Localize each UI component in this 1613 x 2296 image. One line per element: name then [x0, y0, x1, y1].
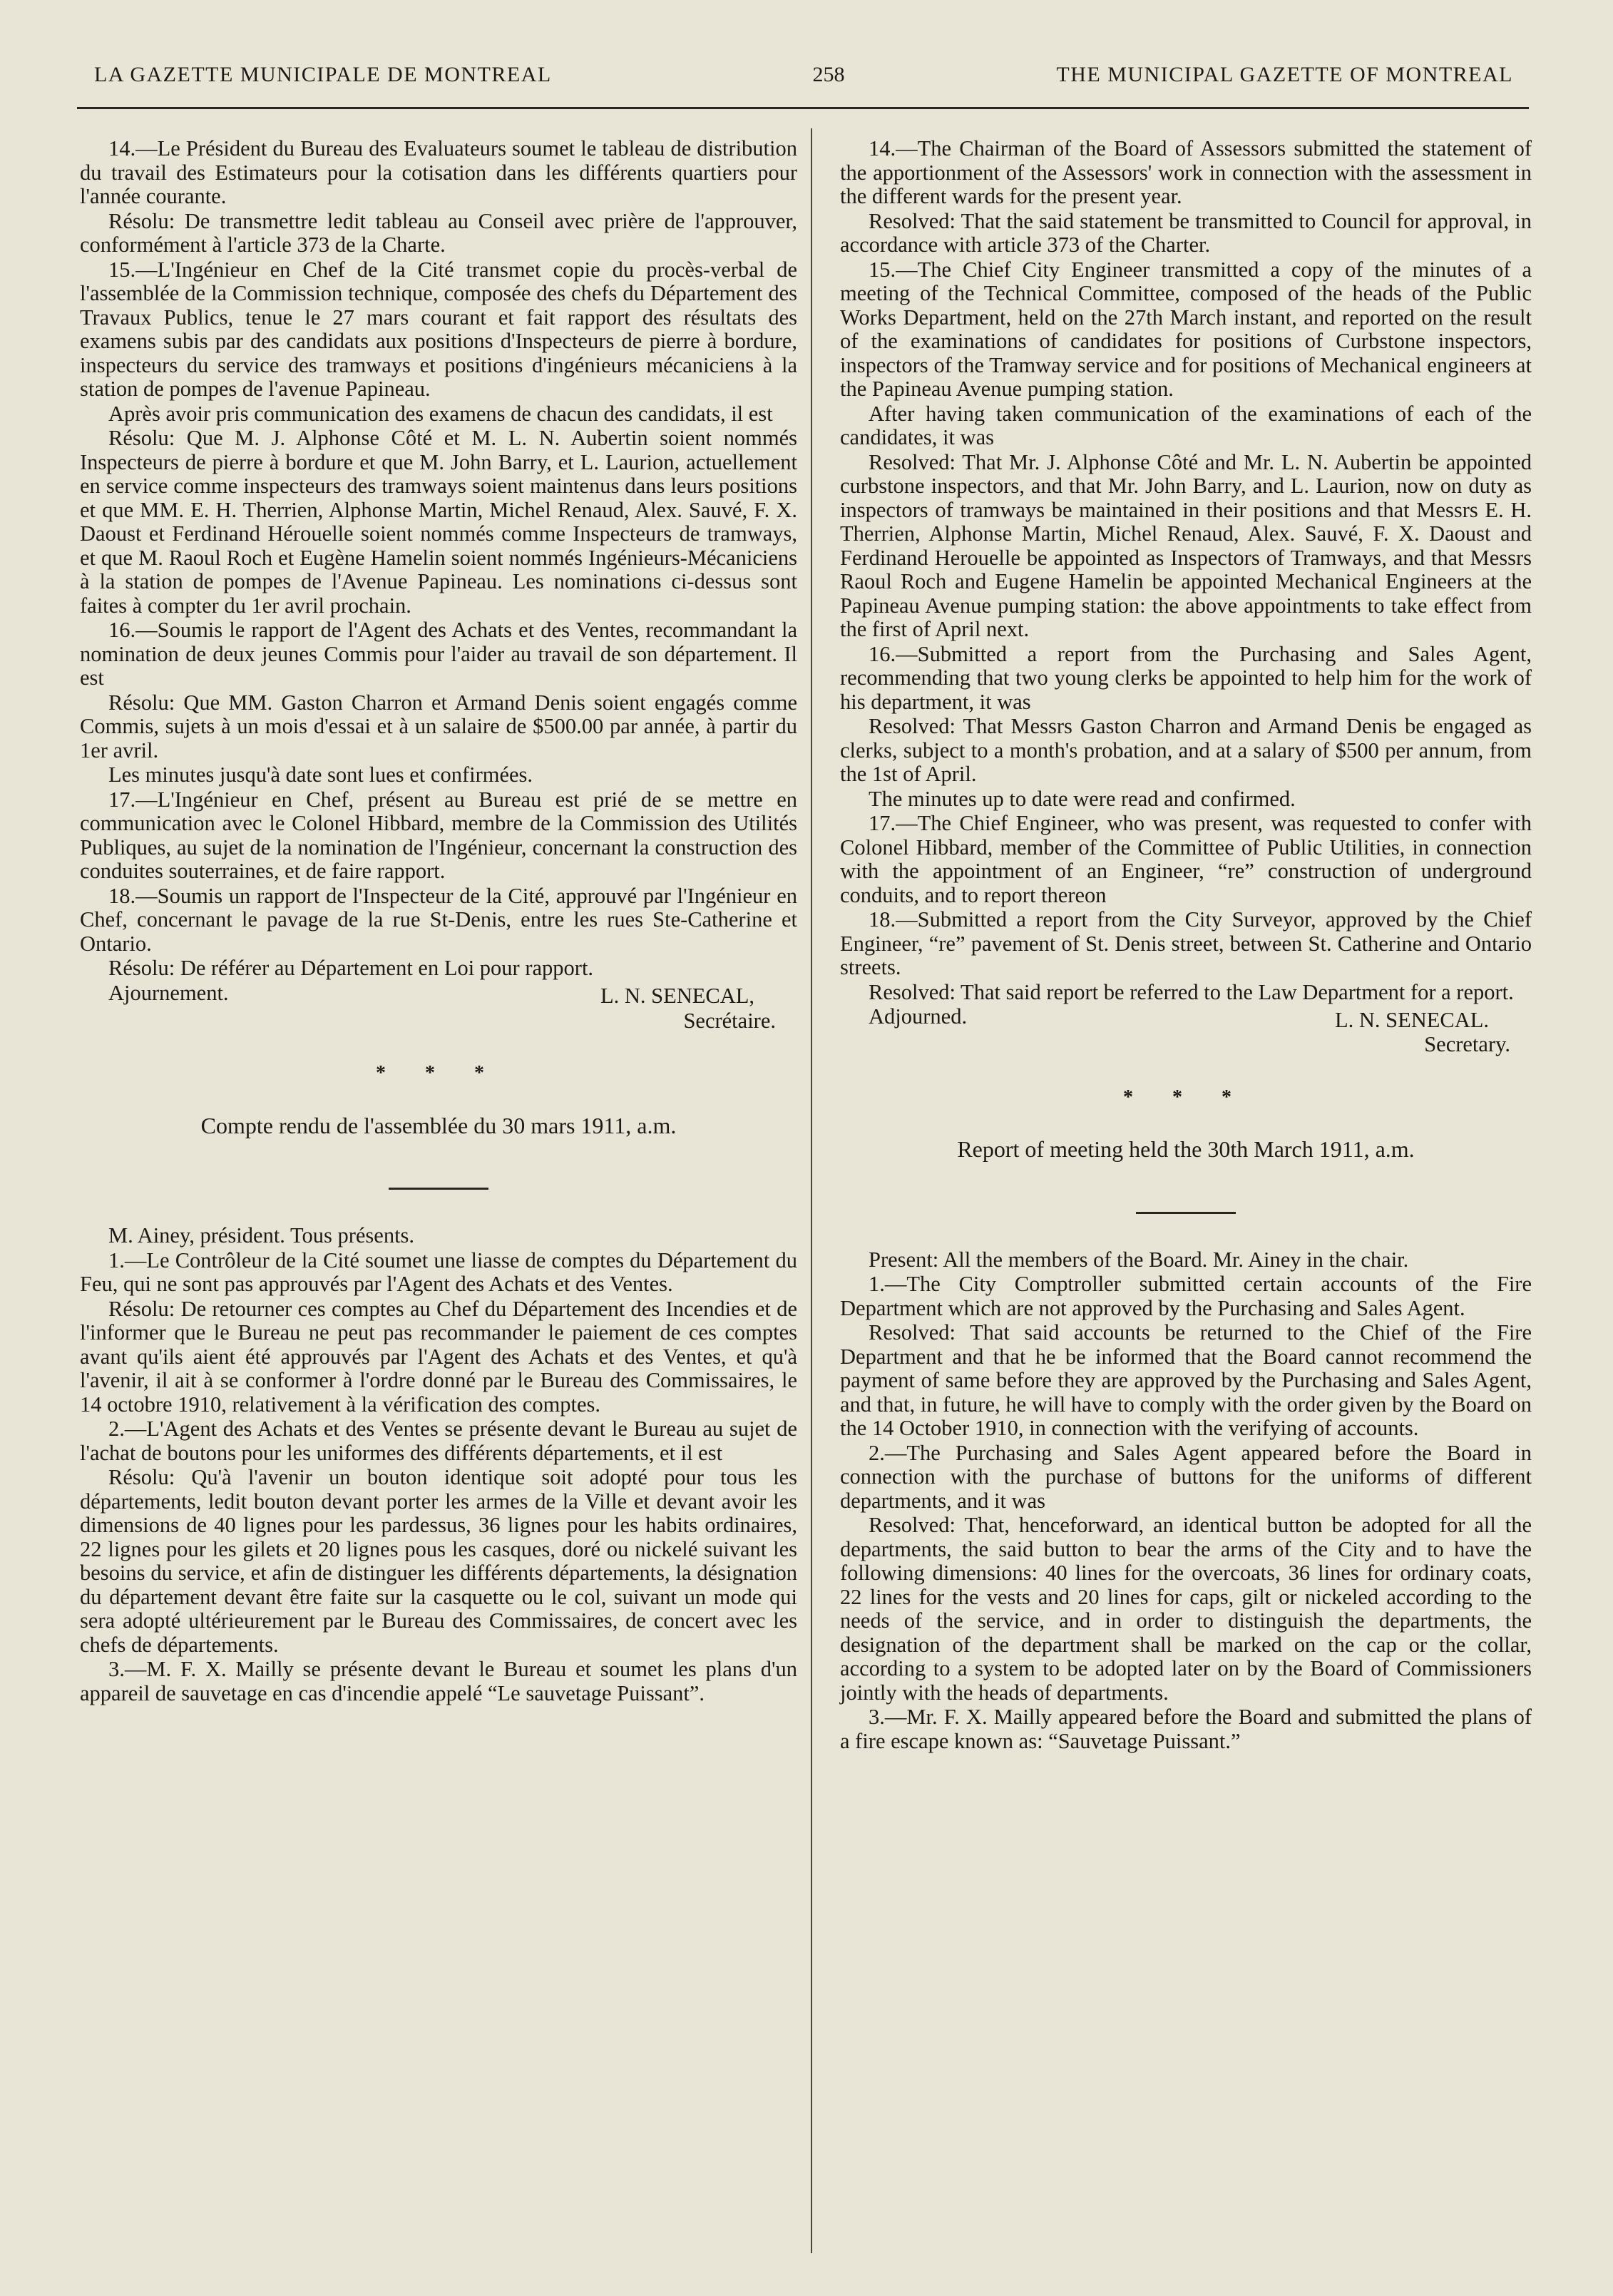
page-number: 258 [812, 63, 845, 86]
meeting-title-en: Report of meeting held the 30th March 1911, a.m. [957, 1136, 1415, 1162]
attendance-en: Present: All the members of the Board. Mr. Ainey in the chair. [869, 1247, 1409, 1272]
item-16-en: 16.—Submitted a report from the Purchasing and Sales Agent, recommending that two young clerks be appointed to help him for the work of his department, it was [840, 641, 1532, 714]
resolution-16-fr: Résolu: Que MM. Gaston Charron et Armand Denis soient engagés comme Commis, sujets à un mois d'essai et à un salaire de $500.00 par année, à partir du 1er avril. [80, 690, 797, 762]
header-rule [77, 107, 1529, 109]
english-column [840, 137, 1532, 1754]
signature-name-en: L. N. SENECAL. [1334, 1007, 1489, 1032]
item-17-fr: 17.—L'Ingénieur en Chef, présent au Bureau est prié de se mettre en communication avec le Colonel Hibbard, membre de la Commission des Utilités Publiques, au sujet de la nomination de l'Ingénieur, concernant la construction des conduites souterraines, et de faire rapport. [80, 787, 797, 883]
adjournment-en: Adjourned. [869, 1004, 968, 1029]
item-1-en: 1.—The City Comptroller submitted certain accounts of the Fire Department which are not approved by the Purchasing and Sales Agent. [840, 1272, 1532, 1320]
item-14-fr: 14.—Le Président du Bureau des Evaluateurs soumet le tableau de distribution du travail des Estimateurs pour la cotisation dans les différents quartiers pour l'année courante. [80, 136, 797, 208]
item-2-en: 2.—The Purchasing and Sales Agent appeared before the Board in connection with the purchase of buttons for the uniforms of different departments, and it was [840, 1440, 1532, 1513]
resolution-14-en: Resolved: That the said statement be transmitted to Council for approval, in accordance with article 373 of the Charter. [840, 208, 1532, 257]
resolution-2-fr: Résolu: Qu'à l'avenir un bouton identique soit adopté pour tous les départements, ledit bouton devant porter les armes de la Ville et devant avoir les dimensions de 40 lignes pour les pardessus, 36 lignes pour les habits ordinaires, 22 lignes pour les gilets et 20 lignes pous les casques, doré ou nickelé suivant les besoins du service, et afin de distinguer les différents départements, la désignation du département devant être faite sur la casquette ou le col, suivant un mode qui sera adopté ultérieurement par le Bureau des Commissaires, de concert avec les chefs de départements. [80, 1465, 797, 1657]
item-3-fr: 3.—M. F. X. Mailly se présente devant le Bureau et soumet les plans d'un appareil de sauvetage en cas d'incendie appelé “Le sauvetage Puissant”. [80, 1657, 797, 1705]
french-column [80, 137, 797, 1706]
resolution-15-en: Resolved: That Mr. J. Alphonse Côté and Mr. L. N. Aubertin be appointed curbstone inspectors, and that Mr. John Barry, and L. Laurion, now on duty as inspectors of tramways be maintained in their positions and that Messrs E. H. Therrien, Alphonse Martin, Michel Renaud, Alex. Sauvé, F. X. Daoust and Ferdinand Herouelle be appointed as Inspectors of Tramways, and that Messrs Raoul Roch and Eugene Hamelin be appointed Mechanical Engineers at the Papineau Avenue pumping station: the above appointments to take effect from the first of April next. [840, 449, 1532, 641]
item-1-fr: 1.—Le Contrôleur de la Cité soumet une liasse de comptes du Département du Feu, qui ne sont pas approuvés par l'Agent des Achats et des Ventes. [80, 1248, 797, 1296]
resolution-18-fr: Résolu: De référer au Département en Loi pour rapport. [108, 956, 594, 980]
resolution-15-fr: Résolu: Que M. J. Alphonse Côté et M. L. N. Aubertin soient nommés Inspecteurs de pierre à bordure et que M. John Barry, et L. Laurion, actuellement en service comme inspecteurs des tramways soient maintenus dans leurs positions et que MM. E. H. Therrien, Alphonse Martin, Michel Renaud, Alex. Sauvé, F. X. Daoust et Ferdinand Hérouelle soient nommés comme Inspecteurs de tramways, et que M. Raoul Roch et Eugène Hamelin soient nommés Ingénieurs-Mécaniciens à la station de pompes de l'Avenue Papineau. Les nominations ci-dessus sont faites à compter du 1er avril prochain. [80, 426, 797, 618]
item-18-fr: 18.—Soumis un rapport de l'Inspecteur de la Cité, approuvé par l'Ingénieur en Chef, concernant le pavage de la rue St-Denis, entre les rues Ste-Catherine et Ontario. [80, 883, 797, 956]
signature-name-fr: L. N. SENECAL, [600, 984, 754, 1008]
item-14-en: 14.—The Chairman of the Board of Assessors submitted the statement of the apportionment of the Assessors' work in connection with the assessment in the different wards for the present year. [840, 136, 1532, 208]
section-stars-fr: * * * [376, 1062, 501, 1084]
adjournment-fr: Ajournement. [108, 980, 229, 1005]
item-2-fr: 2.—L'Agent des Achats et des Ventes se présente devant le Bureau au sujet de l'achat de boutons pour les uniformes des différents départements, et il est [80, 1417, 797, 1465]
attendance-fr: M. Ainey, président. Tous présents. [108, 1223, 415, 1248]
item-15-en: 15.—The Chief City Engineer transmitted a copy of the minutes of a meeting of the Technical Committee, composed of the heads of the Public Works Department, held on the 27th March instant, and reported on the result of the examinations of candidates for positions of Curbstone inspectors, inspectors of the Tramway service and for positions of Mechanical engineers at the Papineau Avenue pumping station. [840, 257, 1532, 401]
item-18-en: 18.—Submitted a report from the City Surveyor, approved by the Chief Engineer, “re” pavement of St. Denis street, between St. Catherine and Ontario streets. [840, 907, 1532, 979]
item-15-fr: 15.—L'Ingénieur en Chef de la Cité transmet copie du procès-verbal de l'assemblée de la Commission technique, composée des chefs du Département des Travaux Publics, tenue le 27 mars courant et fait rapport des résultats des examens subis par des candidats aux positions d'Inspecteurs de pierre à bordure, inspecteurs du service des tramways et positions d'ingénieurs mécaniciens à la station de pompes de l'avenue Papineau. [80, 257, 797, 401]
resolution-18-en: Resolved: That said report be referred to the Law Department for a report. [869, 979, 1514, 1004]
item-17-en: 17.—The Chief Engineer, who was present, was requested to confer with Colonel Hibbard, member of the Committee of Public Utilities, in connection with the appointment of an Engineer, “re” construction of underground conduits, and to report thereon [840, 811, 1532, 907]
resolution-14-fr: Résolu: De transmettre ledit tableau au Conseil avec prière de l'approuver, conformément à l'article 373 de la Charte. [80, 208, 797, 257]
header-french-title: LA GAZETTE MUNICIPALE DE MONTREAL [94, 63, 552, 86]
page-header [94, 63, 1513, 106]
item-16-fr: 16.—Soumis le rapport de l'Agent des Achats et des Ventes, recommandant la nomination de deux jeunes Commis pour l'aider au travail de son département. Il est [80, 618, 797, 690]
header-english-title: THE MUNICIPAL GAZETTE OF MONTREAL [1056, 63, 1513, 86]
communication-15-fr: Après avoir pris communication des examens de chacun des candidats, il est [108, 401, 773, 426]
section-rule-fr [389, 1188, 488, 1190]
section-rule-en [1136, 1212, 1236, 1214]
minutes-confirmed-fr: Les minutes jusqu'à date sont lues et confirmées. [108, 762, 533, 787]
signature-title-fr: Secrétaire. [683, 1008, 776, 1033]
minutes-confirmed-en: The minutes up to date were read and confirmed. [869, 786, 1296, 811]
resolution-1-en: Resolved: That said accounts be returned to the Chief of the Fire Department and that he be informed that the Board cannot recommend the payment of same before they are approved by the Purchasing and Sales Agent, and that, in future, he will have to comply with the order given by the Board on the 14 October 1910, in connection with the verifying of accounts. [840, 1320, 1532, 1440]
resolution-1-fr: Résolu: De retourner ces comptes au Chef du Département des Incendies et de l'informer que le Bureau ne peut pas recommander le paiement de ces comptes avant qu'ils aient été approuvés par l'Agent des Achats et des Ventes, et qu'à l'avenir, il ait à se conformer à l'ordre donné par le Bureau des Commissaires, le 14 octobre 1910, relativement à la vérification des comptes. [80, 1296, 797, 1417]
item-3-en: 3.—Mr. F. X. Mailly appeared before the Board and submitted the plans of a fire escape known as: “Sauvetage Puissant.” [840, 1705, 1532, 1753]
resolution-2-en: Resolved: That, henceforward, an identical button be adopted for all the departments, the said button to bear the arms of the City and to have the following dimensions: 40 lines for the overcoats, 36 lines for ordinary coats, 22 lines for the vests and 20 lines for caps, gilt or nickeled according to the needs of the service, and in order to distinguish the departments, the designation of the department shall be marked on the cap or the collar, according to a system to be adopted later on by the Board of Commissioners jointly with the heads of departments. [840, 1513, 1532, 1705]
signature-title-en: Secretary. [1424, 1032, 1510, 1056]
meeting-title-fr: Compte rendu de l'assemblée du 30 mars 1911, a.m. [200, 1112, 677, 1138]
column-divider [811, 128, 812, 2253]
communication-15-en: After having taken communication of the examinations of each of the candidates, it was [840, 401, 1532, 449]
resolution-16-en: Resolved: That Messrs Gaston Charron and Armand Denis be engaged as clerks, subject to a month's probation, and at a salary of $500 per annum, from the 1st of April. [840, 714, 1532, 786]
section-stars-en: * * * [1123, 1086, 1249, 1108]
